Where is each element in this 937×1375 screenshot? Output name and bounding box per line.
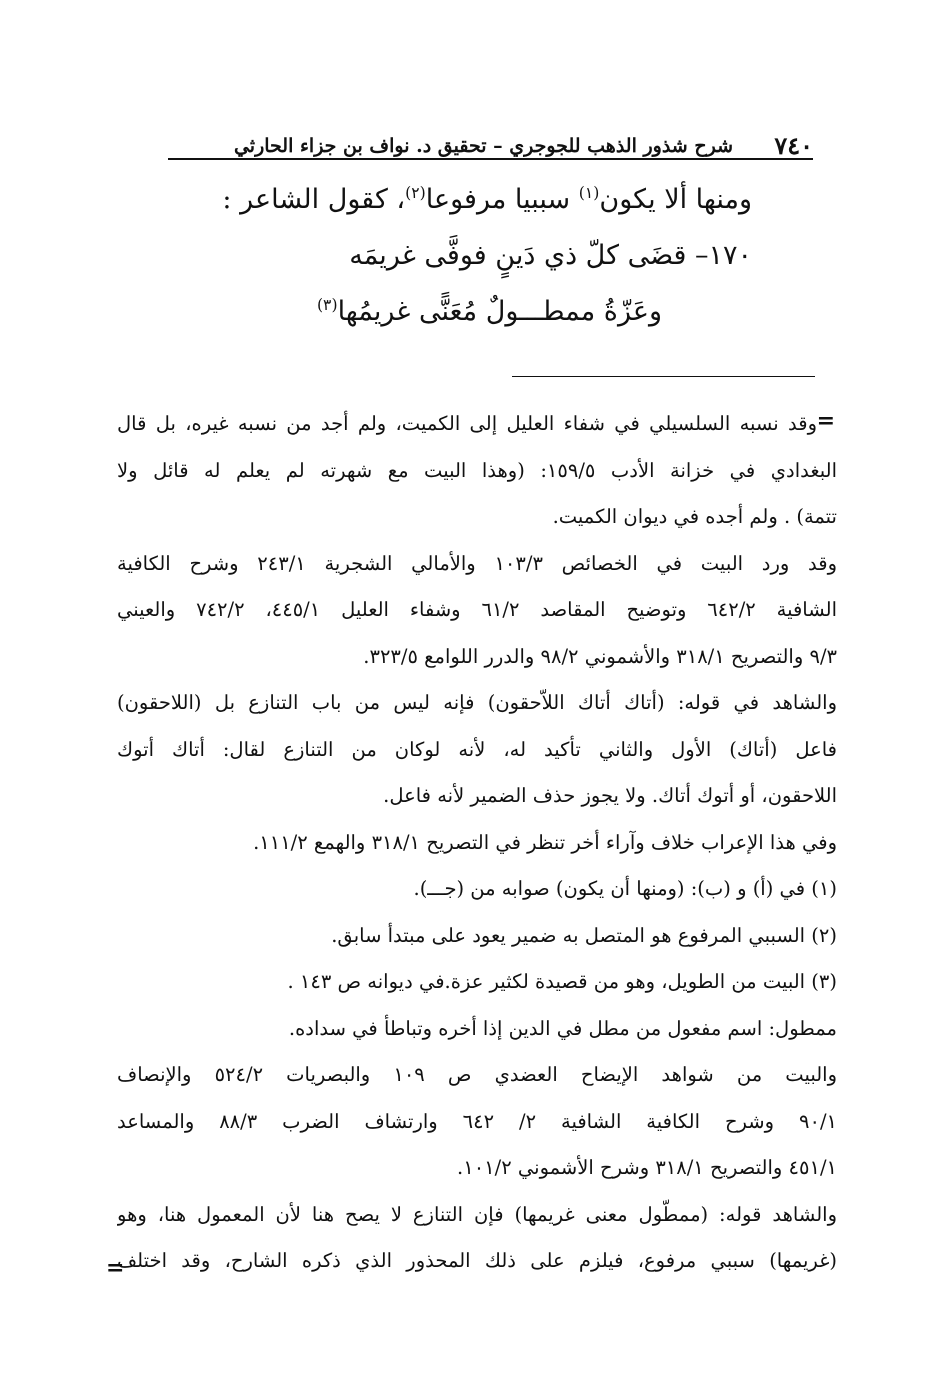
header-rule — [168, 158, 813, 160]
footnote-line: ٩/٣ والتصريح ٣١٨/١ والأشموني ٩٨/٢ والدرر اللوامع ٣٢٣/٥. — [363, 644, 837, 668]
verse-line-1: ١٧٠– قضَى كلّ ذي دَينٍ فوفَّى غريمَه — [349, 240, 752, 271]
page-number: ٧٤٠ — [774, 131, 813, 160]
main-line-1 — [157, 172, 752, 228]
continuation-marker-top: = — [816, 408, 835, 434]
main-line-1-start: ومنها ألا يكون — [599, 184, 752, 215]
footnote-line: اللاحقون، أو أتوك أتاك. ولا يجوز حذف الضمير لأنه فاعل. — [383, 784, 837, 807]
footnote-line: وفي هذا الإعراب خلاف وآراء أخر تنظر في التصريح ٣١٨/١ والهمع ١١١/٢. — [253, 830, 837, 854]
footnote-line: وقد ورد البيت في الخصائص ١٠٣/٣ والأمالي الشجرية ٢٤٣/١ وشرح الكافية — [117, 551, 837, 575]
footnote-line: البغدادي في خزانة الأدب ١٥٩/٥: (وهذا البيت مع شهرته لم يعلم له قائل ولا — [117, 458, 837, 482]
footnote-line: ٤٥١/١ والتصريح ٣١٨/١ وشرح الأشموني ١٠١/٢. — [457, 1156, 837, 1179]
running-title: شرح شذور الذهب للجوجري – تحقيق د. نواف بن جزاء الحارثي — [233, 135, 733, 157]
footnote-3: (٣) البيت من الطويل، وهو من قصيدة لكثير عزة.في ديوانه ص ١٤٣ . — [287, 970, 837, 993]
main-text — [157, 172, 757, 340]
footnote-line: والشاهد قوله: (ممطّول معنى غريمها) فإن التنازع لا يصح هنا لأن المعمول هنا، وهو — [117, 1202, 837, 1226]
footnote-line: (غريمها) سببي مرفوع، فيلزم على ذلك المحذور الذي ذكره الشارح، وقد اختلف — [117, 1249, 837, 1272]
footnote-line: والشاهد في قوله: (أتاك أتاك اللاّحقون) فإنه ليس من باب التنازع بل (اللاحقون) — [117, 691, 837, 714]
verse-line-2 — [157, 284, 662, 340]
continuation-marker-bottom: = — [106, 1255, 125, 1281]
footnote-line: وقد نسبه السلسيلي في شفاء العليل إلى الكميت، ولم أجد من نسبه غيره، بل قال — [117, 412, 817, 435]
footnote-2: (٢) السببي المرفوع هو المتصل به ضمير يعود على مبتدأ سابق. — [331, 923, 837, 947]
footnote-line: ٩٠/١ وشرح الكافية الشافية ٢/ ٦٤٢ وارتشاف الضرب ٨٨/٣ والمساعد — [117, 1109, 837, 1133]
footnote-line: الشافية ٦٤٢/٢ وتوضيح المقاصد ٦١/٢ وشفاء العليل ٤٤٥/١، ٧٤٢/٢ والعيني — [117, 598, 837, 621]
footnote-line: فاعل (أتاك) الأول والثاني تأكيد له، لأنه لوكان من التنازع لقال: أتاك أتوك — [117, 737, 837, 761]
footnote-ref-2: (٢) — [405, 183, 426, 202]
footnote-line: تتمة) . ولم أجده في ديوان الكميت. — [552, 505, 837, 528]
footnote-1: (١) في (أ) و (ب): (ومنها أن يكون) صوابه من (جـــ). — [413, 877, 837, 900]
footnote-line: ممطول: اسم مفعول من مطل في الدين إذا أخره وتباطأ في سداده. — [288, 1016, 837, 1040]
footnotes — [117, 401, 837, 1285]
footnote-separator — [512, 376, 815, 377]
main-line-1-end: ، كقول الشاعر : — [222, 184, 406, 215]
verse-line-2-text: وعَزّةُ ممطـــولٌ مُعَنًّى غريمُها — [337, 296, 662, 327]
footnote-line: والبيت من شواهد الإيضاح العضدي ص ١٠٩ والبصريات ٥٢٤/٢ والإنصاف — [117, 1063, 837, 1086]
footnote-ref-1: (١) — [578, 183, 600, 202]
footnote-ref-3: (٣) — [316, 295, 338, 314]
main-line-1-middle: سببيا مرفوعا — [425, 184, 579, 215]
